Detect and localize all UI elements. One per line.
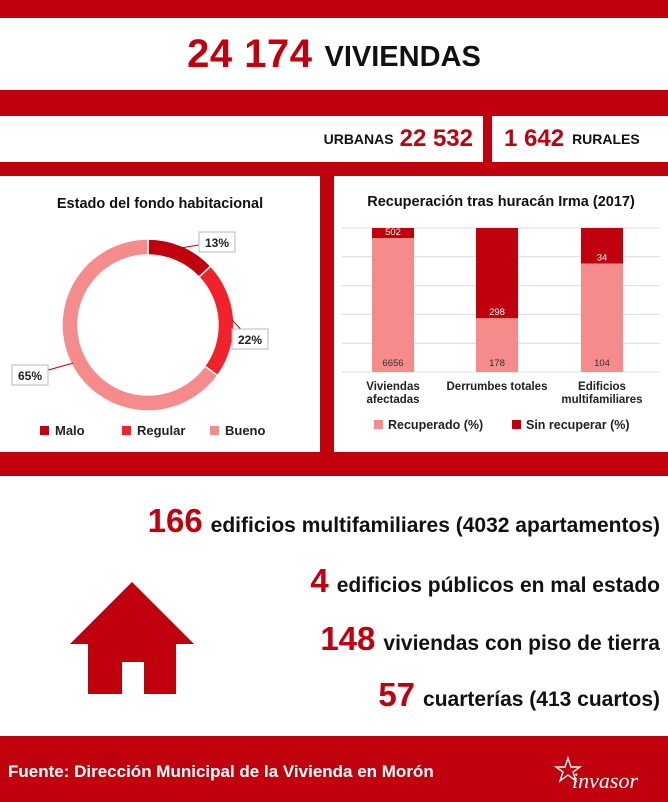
donut-slice-regular (199, 266, 234, 375)
x-tick-label: Viviendas (366, 381, 420, 393)
house-icon (70, 582, 200, 694)
legend-swatch-regular (122, 426, 131, 435)
legend-label: Malo (55, 423, 85, 438)
legend-label: Sin recuperar (%) (526, 418, 630, 432)
stat-number: 166 (147, 502, 203, 539)
bar-chart-panel (334, 176, 668, 452)
legend-swatch-bueno (210, 426, 219, 435)
stat-row-3 (320, 620, 660, 658)
bar-recuperado-3 (581, 263, 623, 372)
x-tick-label: multifamiliares (561, 394, 643, 406)
bar-chart (334, 176, 668, 452)
bar-value-label: 298 (489, 307, 505, 319)
x-tick-label: Derrumbes totales (446, 381, 548, 393)
legend-label: Regular (137, 423, 186, 438)
urban-label: URBANAS (323, 131, 394, 147)
rural-label: RURALES (572, 131, 640, 147)
stat-row-2 (310, 562, 660, 600)
stat-number: 57 (378, 676, 416, 713)
bar-value-label: 34 (596, 252, 608, 264)
donut-data-label: 13% (204, 236, 230, 250)
x-tick-label: afectadas (366, 394, 420, 406)
source-text: Fuente: Dirección Municipal de la Vivienda en Morón (8, 762, 434, 781)
donut-chart (0, 176, 320, 452)
title-banner (0, 18, 668, 90)
svg-text:invasor: invasor (572, 768, 638, 793)
bar-sin-recuperar-2 (476, 228, 518, 318)
rural-number: 1 642 (504, 125, 565, 152)
stat-row-1 (148, 502, 660, 540)
legend-label: Bueno (225, 423, 266, 438)
urban-box (0, 116, 483, 162)
stat-row-4 (378, 676, 660, 714)
total-housing-label: VIVIENDAS (324, 40, 481, 73)
stat-text: viviendas con piso de tierra (383, 632, 660, 655)
stat-number: 148 (320, 620, 376, 657)
stats-panel (0, 476, 668, 736)
invasor-logo (546, 754, 656, 794)
bar-value-label: 104 (594, 358, 610, 369)
legend-swatch (512, 420, 521, 429)
bar-chart-title: Recuperación tras huracán Irma (2017) (367, 194, 635, 210)
stat-text: cuarterías (413 cuartos) (423, 688, 660, 711)
bar-recuperado-1 (372, 238, 414, 372)
stat-text: edificios públicos en mal estado (336, 574, 660, 597)
donut-data-label: 22% (237, 333, 263, 347)
stat-number: 4 (310, 562, 329, 599)
rural-box (492, 116, 668, 162)
donut-data-label: 65% (17, 369, 43, 383)
total-housing-number: 24 174 (187, 31, 313, 76)
bar-value-label: 178 (489, 358, 505, 369)
urban-number: 22 532 (399, 125, 473, 152)
x-tick-label: Edificios (578, 381, 626, 393)
stat-text: edificios multifamiliares (4032 apartamentos) (210, 514, 660, 537)
legend-label: Recuperado (%) (388, 418, 484, 432)
bar-value-label: 6656 (382, 358, 404, 369)
legend-swatch-malo (40, 426, 49, 435)
donut-chart-title: Estado del fondo habitacional (56, 196, 264, 212)
donut-chart-panel (0, 176, 320, 452)
legend-swatch (374, 420, 383, 429)
bar-value-label: 502 (385, 227, 401, 239)
